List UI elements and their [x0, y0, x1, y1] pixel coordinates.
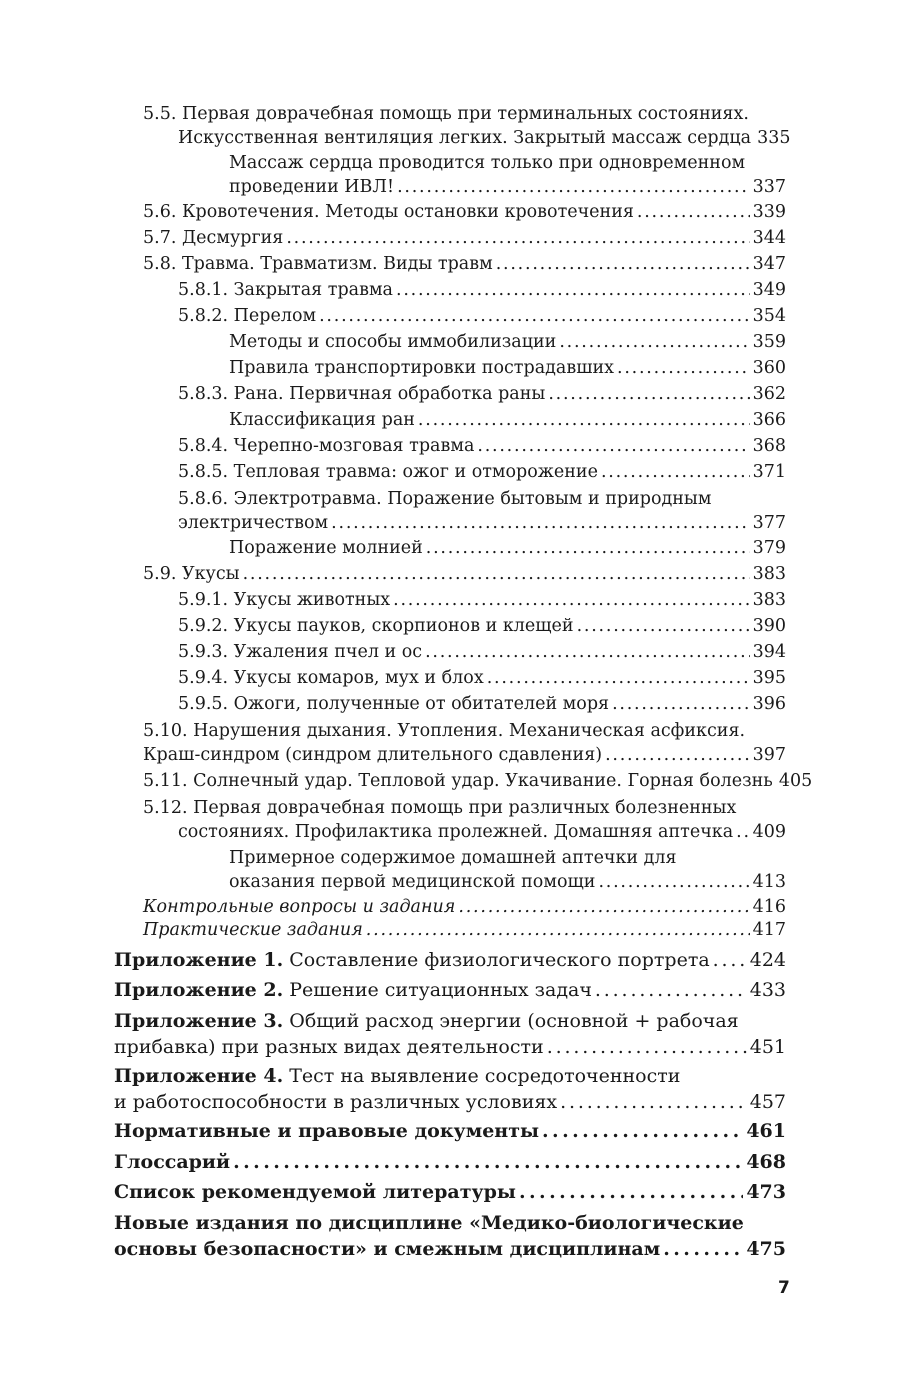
toc-entry [114, 1063, 786, 1115]
toc-entry [143, 102, 791, 150]
leader-dots [319, 304, 749, 328]
toc-entry-title: Примерное содержимое домашней аптечки для [229, 848, 677, 868]
leader-dots [331, 511, 749, 535]
toc-page-number: 390 [752, 616, 786, 636]
toc-page-number: 354 [752, 306, 786, 326]
toc-page-number: 383 [752, 590, 786, 610]
toc-page-number: 366 [752, 410, 786, 430]
leader-dots [519, 1179, 743, 1205]
toc-entry [229, 330, 786, 354]
leader-dots [605, 743, 750, 767]
toc-entry [229, 151, 786, 199]
toc-entry-title: Массаж сердца проводится только при одновременном [229, 153, 746, 173]
leader-dots [617, 356, 750, 380]
toc-entry-title: 5.8.4. Черепно-мозговая травма [178, 436, 475, 456]
toc-entry-title: Поражение молнией [229, 538, 423, 558]
toc-entry-title: Методы и способы иммобилизации [229, 332, 557, 352]
leader-dots [426, 536, 750, 560]
toc-page-number: 468 [746, 1151, 786, 1173]
toc-page-number: 451 [749, 1036, 786, 1058]
toc-page-number: 409 [752, 822, 786, 842]
toc-entry [143, 252, 786, 276]
toc-page-number: 371 [752, 462, 786, 482]
toc-entry-title: 5.8. Травма. Травматизм. Виды травм [143, 254, 493, 274]
toc-entry-title: проведении ИВЛ! [229, 177, 395, 197]
toc-entry [114, 977, 786, 1003]
leader-dots [233, 1149, 743, 1175]
leader-dots [595, 977, 747, 1003]
toc-entry [114, 1118, 786, 1144]
leader-dots [396, 278, 750, 302]
toc-entry [114, 1179, 786, 1205]
leader-dots [496, 252, 750, 276]
toc-entry-title: оказания первой медицинской помощи [229, 872, 596, 892]
toc-page-number: 413 [752, 872, 786, 892]
toc-entry [229, 846, 786, 894]
toc-entry-title: Список рекомендуемой литературы [114, 1181, 516, 1203]
toc-entry [114, 1149, 786, 1175]
toc-entry [143, 200, 786, 224]
page-number: 7 [778, 1278, 790, 1298]
toc-entry [114, 1008, 786, 1060]
toc-page-number: 377 [752, 513, 786, 533]
toc-entry [143, 895, 786, 919]
toc-page-number: 397 [752, 745, 786, 765]
toc-entry [178, 304, 786, 328]
toc-entry [143, 769, 813, 793]
leader-dots [547, 1034, 747, 1060]
leader-dots [637, 200, 750, 224]
toc-entry-title: 5.9.5. Ожоги, полученные от обитателей моря [178, 694, 610, 714]
toc-entry-title: Глоссарий [114, 1151, 231, 1173]
toc-entry [143, 796, 786, 844]
leader-dots [598, 870, 749, 894]
toc-entry-title: и работоспособности в различных условиях [114, 1091, 558, 1113]
toc-entry-title: 5.5. Первая доврачебная помощь при терминальных состояниях. [143, 104, 749, 124]
leader-dots [458, 895, 749, 919]
leader-dots [601, 460, 750, 484]
toc-page-number: 379 [752, 538, 786, 558]
toc-entry-title: 5.9.4. Укусы комаров, мух и блох [178, 668, 484, 688]
appendix-label: Приложение 1. [114, 949, 284, 971]
leader-dots [559, 330, 749, 354]
toc-entry-title: Новые издания по дисциплине «Медико-биологические [114, 1212, 744, 1234]
toc-page-number: 405 [778, 771, 813, 791]
leader-dots [425, 640, 750, 664]
toc-page-number: 362 [752, 384, 786, 404]
toc-entry-title: 5.8.2. Перелом [178, 306, 317, 326]
toc-entry-title: Краш-синдром (синдром длительного сдавления) [143, 745, 603, 765]
toc-entry-title: 5.6. Кровотечения. Методы остановки кровотечения [143, 202, 634, 222]
toc-page-number: 344 [752, 228, 786, 248]
toc-page-number: 475 [746, 1238, 786, 1260]
toc-entry [178, 460, 786, 484]
toc-page-number: 461 [746, 1120, 786, 1142]
toc-entry-title: Искусственная вентиляция легких. Закрытый массаж сердца [178, 128, 752, 148]
leader-dots [560, 1089, 747, 1115]
toc-entry-title: основы безопасности» и смежным дисциплинам [114, 1238, 661, 1260]
toc-entry [178, 487, 786, 535]
toc-entry [178, 588, 786, 612]
leader-dots [736, 820, 749, 844]
toc-page-number: 394 [752, 642, 786, 662]
toc-page-number: 417 [752, 920, 786, 940]
toc-entry [143, 719, 786, 767]
toc-page-number: 383 [752, 564, 786, 584]
toc-entry-title: 5.7. Десмургия [143, 228, 284, 248]
toc-entry-title: 5.9.2. Укусы пауков, скорпионов и клещей [178, 616, 574, 636]
toc-entry [229, 536, 786, 560]
toc-page-number: 359 [752, 332, 786, 352]
leader-dots [548, 382, 749, 406]
toc-entry [143, 562, 786, 586]
toc-entry [178, 640, 786, 664]
leader-dots [663, 1236, 743, 1262]
leader-dots [612, 692, 750, 716]
leader-dots [366, 918, 750, 942]
toc-entry-title: электричеством [178, 513, 329, 533]
leader-dots [286, 226, 749, 250]
toc-page-number: 347 [752, 254, 786, 274]
leader-dots [418, 408, 750, 432]
toc-entry-title: Составление физиологического портрета [283, 949, 710, 971]
toc-entry-title: Практические задания [143, 920, 363, 940]
toc-entry-title: Общий расход энергии (основной + рабочая [283, 1010, 739, 1032]
toc-entry-title: 5.8.6. Электротравма. Поражение бытовым и природным [178, 489, 712, 509]
toc-entry [114, 947, 786, 973]
toc-entry [143, 226, 786, 250]
toc-entry-title: 5.9.3. Ужаления пчел и ос [178, 642, 423, 662]
toc-entry [178, 614, 786, 638]
leader-dots [542, 1118, 743, 1144]
toc-page-number: 396 [752, 694, 786, 714]
toc-entry-title: Тест на выявление сосредоточенности [283, 1065, 681, 1087]
toc-entry [178, 278, 786, 302]
leader-dots [477, 434, 749, 458]
toc-entry [178, 666, 786, 690]
toc-entry-title: прибавка) при разных видах деятельности [114, 1036, 544, 1058]
toc-entry [229, 356, 786, 380]
toc-page-number: 368 [752, 436, 786, 456]
toc-entry [114, 1210, 786, 1262]
toc-entry-title: 5.11. Солнечный удар. Тепловой удар. Укачивание. Горная болезнь [143, 771, 773, 791]
leader-dots [397, 175, 750, 199]
toc-entry-title: 5.8.5. Тепловая травма: ожог и отморожение [178, 462, 598, 482]
toc-entry-title: Правила транспортировки пострадавших [229, 358, 614, 378]
appendix-label: Приложение 4. [114, 1065, 284, 1087]
appendix-label: Приложение 3. [114, 1010, 284, 1032]
toc-entry-title: Решение ситуационных задач [283, 979, 592, 1001]
toc-entry-title: 5.10. Нарушения дыхания. Утопления. Механическая асфиксия. [143, 721, 746, 741]
leader-dots [577, 614, 750, 638]
toc-entry-title: Классификация ран [229, 410, 415, 430]
toc-entry-title: 5.8.1. Закрытая травма [178, 280, 393, 300]
toc-page-number: 395 [752, 668, 786, 688]
toc-entry-title: состояниях. Профилактика пролежней. Домашняя аптечка [178, 822, 734, 842]
appendix-label: Приложение 2. [114, 979, 284, 1001]
toc-entry [178, 692, 786, 716]
toc-entry [143, 918, 786, 942]
toc-page-number: 473 [746, 1181, 786, 1203]
toc-page-number: 360 [752, 358, 786, 378]
toc-page-number: 416 [752, 897, 786, 917]
toc-page-number: 424 [749, 949, 786, 971]
toc-entry [178, 382, 786, 406]
toc-entry-title: 5.12. Первая доврачебная помощь при различных болезненных [143, 798, 737, 818]
toc-page-number: 457 [749, 1091, 786, 1113]
toc-page-number: 349 [752, 280, 786, 300]
toc-entry-title: 5.9.1. Укусы животных [178, 590, 391, 610]
toc-page-number: 339 [752, 202, 786, 222]
leader-dots [243, 562, 750, 586]
leader-dots [713, 947, 747, 973]
leader-dots [393, 588, 749, 612]
leader-dots [487, 666, 750, 690]
toc-entry-title: Нормативные и правовые документы [114, 1120, 540, 1142]
toc-entry [178, 434, 786, 458]
toc-entry-title: 5.9. Укусы [143, 564, 240, 584]
toc-page-number: 337 [752, 177, 786, 197]
toc-entry-title: Контрольные вопросы и задания [143, 897, 456, 917]
toc-page-number: 335 [757, 128, 791, 148]
toc-page-number: 433 [749, 979, 786, 1001]
toc-entry-title: 5.8.3. Рана. Первичная обработка раны [178, 384, 546, 404]
toc-entry [229, 408, 786, 432]
